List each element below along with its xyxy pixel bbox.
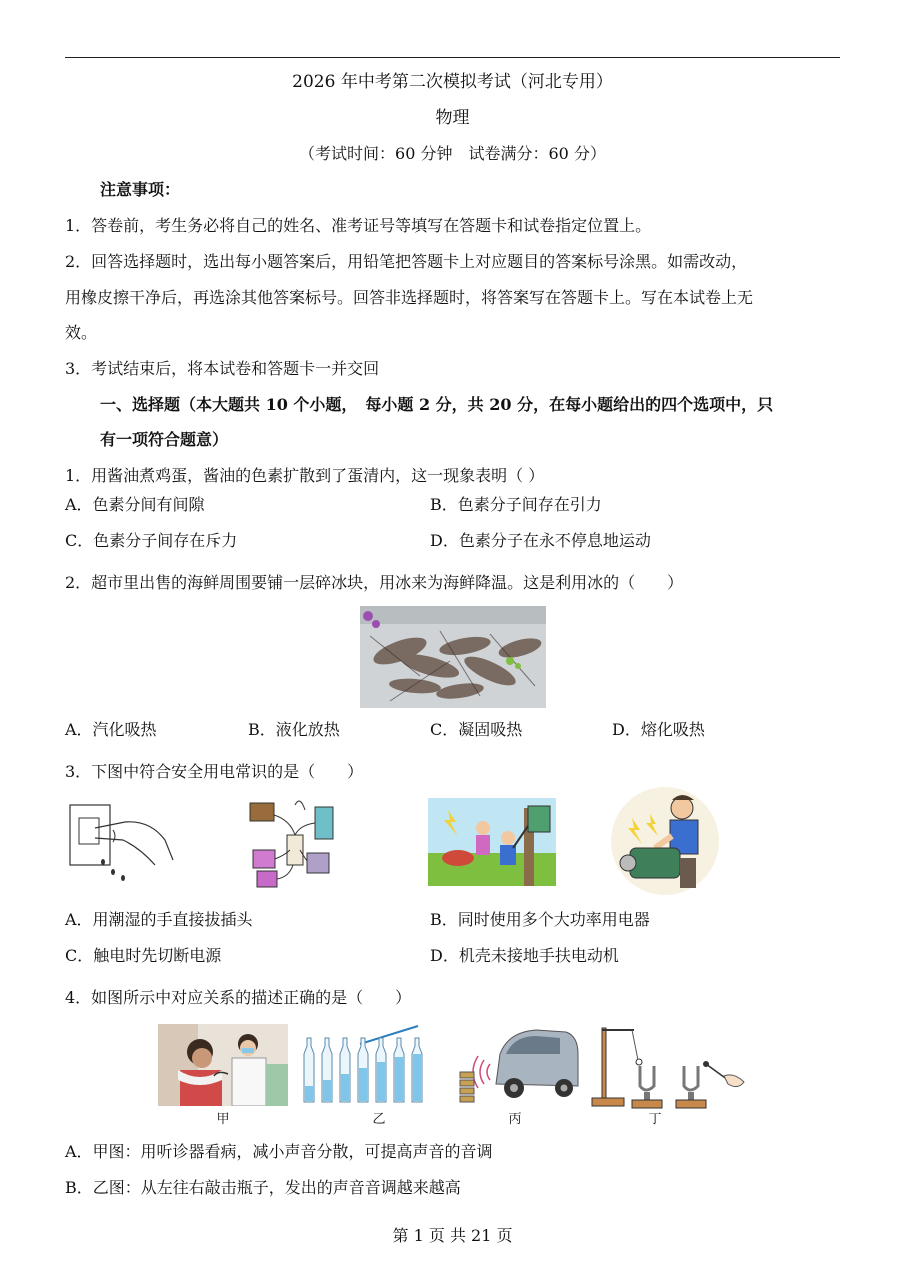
exam-title: 2026 年中考第二次模拟考试（河北专用） xyxy=(292,72,613,92)
q3-option-c: C．触电时先切断电源 xyxy=(65,946,222,965)
exam-info: （考试时间：60 分钟 试卷满分：60 分） xyxy=(299,144,606,163)
q2-stem: 2．超市里出售的海鲜周围要铺一层碎冰块，用冰来为海鲜降温。这是利用冰的（ ） xyxy=(65,573,684,592)
q4-option-b: B．乙图：从左往右敲击瓶子，发出的声音音调越来越高 xyxy=(65,1178,461,1197)
figure-caption-bing: 丙 xyxy=(508,1112,522,1127)
q3-option-d: D．机壳未接地手扶电动机 xyxy=(430,946,619,965)
q1-option-d: D．色素分子在永不停息地运动 xyxy=(430,531,651,550)
electric-shock-rescue-illustration xyxy=(428,798,556,886)
car-reversing-radar-illustration xyxy=(456,1024,582,1108)
notice-item-2-line3: 效。 xyxy=(65,323,98,342)
wet-hand-plug-illustration xyxy=(65,800,175,885)
overloaded-socket-illustration xyxy=(245,795,345,890)
figure-caption-jia: 甲 xyxy=(216,1112,230,1127)
section-heading-line1: 一、选择题（本大题共 10 个小题， 每小题 2 分，共 20 分，在每小题给出的四个选项中，只 xyxy=(100,395,774,414)
notice-item-2-line2: 用橡皮擦干净后，再选涂其他答案标号。回答非选择题时，将答案写在答题卡上。写在本试卷上无 xyxy=(65,288,754,307)
stethoscope-photo xyxy=(158,1024,288,1106)
q1-option-c: C．色素分子间存在斥力 xyxy=(65,531,238,550)
notice-heading: 注意事项： xyxy=(100,180,181,199)
q2-option-b: B．液化放热 xyxy=(248,720,340,739)
page-footer: 第 1 页 共 21 页 xyxy=(392,1226,513,1245)
top-rule xyxy=(65,57,840,58)
subject-title: 物理 xyxy=(435,108,470,128)
notice-item-1: 1．答卷前，考生务必将自己的姓名、准考证号等填写在答题卡和试卷指定位置上。 xyxy=(65,216,652,235)
q4-option-a: A．甲图：用听诊器看病，减小声音分散，可提高声音的音调 xyxy=(65,1142,493,1161)
q4-stem: 4．如图所示中对应关系的描述正确的是（ ） xyxy=(65,988,412,1007)
q2-option-c: C．凝固吸热 xyxy=(430,720,523,739)
figure-caption-ding: 丁 xyxy=(648,1112,662,1127)
tuning-fork-illustration xyxy=(588,1022,748,1112)
seafood-ice-photo xyxy=(360,606,546,708)
q3-option-a: A．用潮湿的手直接拔插头 xyxy=(65,910,253,929)
notice-item-2-line1: 2．回答选择题时，选出每小题答案后，用铅笔把答题卡上对应题目的答案标号涂黑。如需改动， xyxy=(65,252,748,271)
q1-stem: 1．用酱油煮鸡蛋，酱油的色素扩散到了蛋清内，这一现象表明（ ） xyxy=(65,466,545,485)
section-heading-line2: 有一项符合题意） xyxy=(100,430,229,449)
q3-option-b: B．同时使用多个大功率用电器 xyxy=(430,910,650,929)
q1-option-a: A．色素分间有间隙 xyxy=(65,495,205,514)
q2-option-a: A．汽化吸热 xyxy=(65,720,157,739)
notice-item-3: 3．考试结束后，将本试卷和答题卡一并交回 xyxy=(65,359,380,378)
motor-without-grounding-illustration xyxy=(610,786,720,896)
q2-option-d: D．熔化吸热 xyxy=(612,720,705,739)
water-bottles-illustration xyxy=(300,1024,438,1106)
q3-stem: 3．下图中符合安全用电常识的是（ ） xyxy=(65,762,364,781)
figure-caption-yi: 乙 xyxy=(372,1112,386,1127)
q1-option-b: B．色素分子间存在引力 xyxy=(430,495,602,514)
